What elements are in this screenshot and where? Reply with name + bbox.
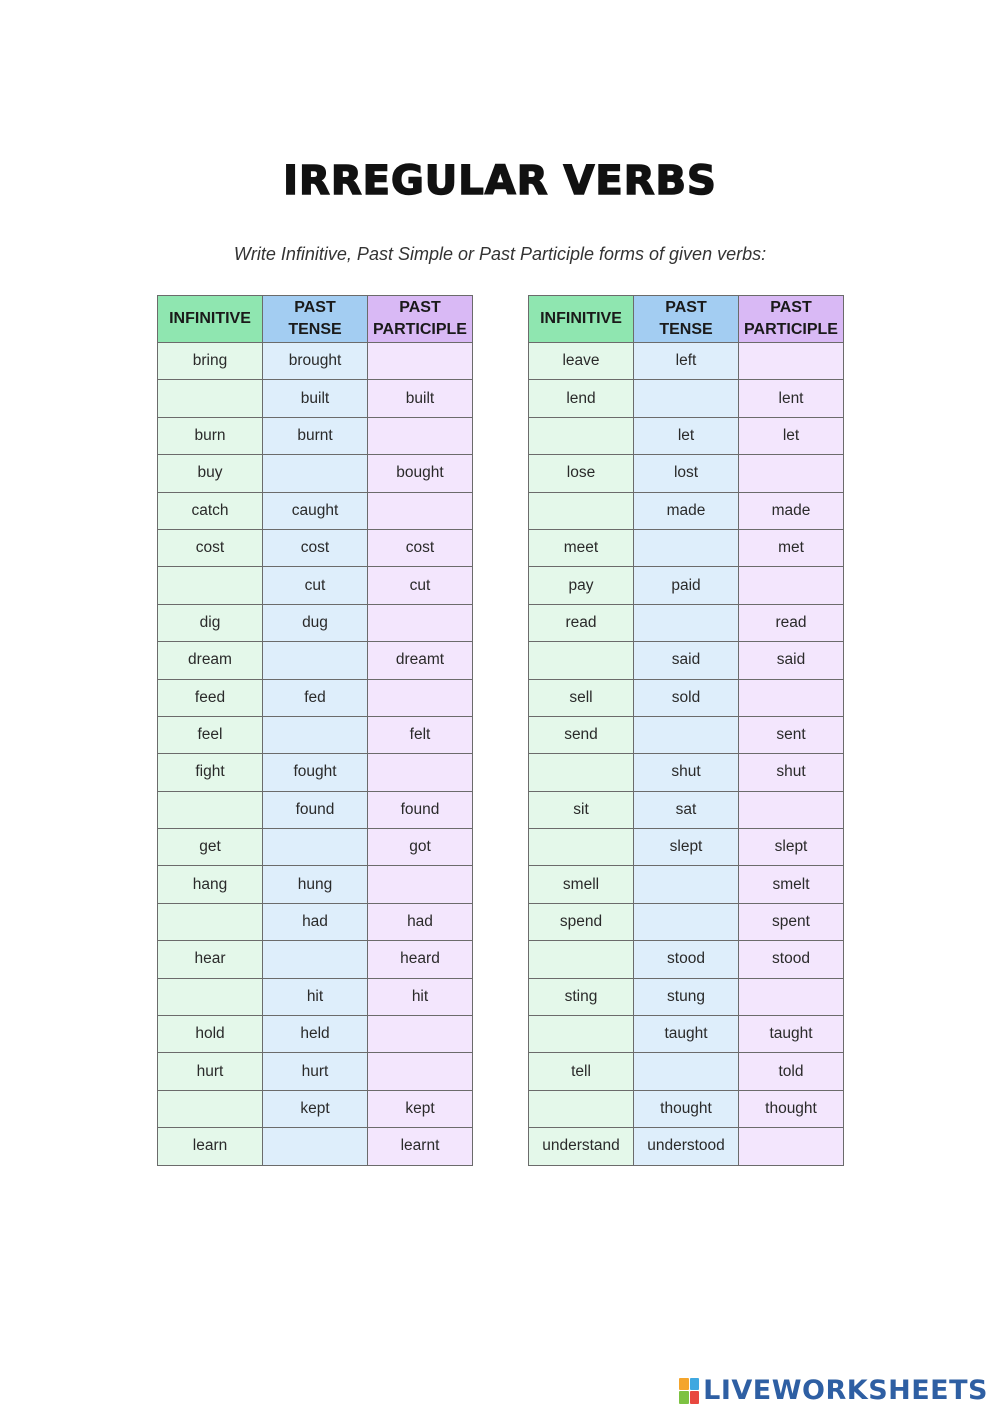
column-header-infinitive: [158, 296, 263, 343]
past-tense-cell[interactable]: [634, 866, 739, 903]
infinitive-cell[interactable]: [158, 1090, 263, 1127]
past-tense-cell[interactable]: fought: [263, 754, 368, 791]
past-participle-cell[interactable]: found: [368, 791, 473, 828]
table-row: [529, 829, 844, 866]
past-participle-cell[interactable]: [739, 791, 844, 828]
infinitive-cell[interactable]: fight: [158, 754, 263, 791]
table-row: [529, 679, 844, 716]
past-tense-cell[interactable]: [263, 941, 368, 978]
infinitive-cell[interactable]: [529, 829, 634, 866]
infinitive-cell[interactable]: understand: [529, 1128, 634, 1165]
table-row: [158, 978, 473, 1015]
header-label-line1: PAST: [770, 299, 812, 316]
past-participle-cell[interactable]: [368, 492, 473, 529]
liveworksheets-logo[interactable]: [679, 1375, 988, 1406]
table-row: [529, 567, 844, 604]
infinitive-cell[interactable]: spend: [529, 903, 634, 940]
table-row: [158, 1053, 473, 1090]
infinitive-cell[interactable]: feel: [158, 716, 263, 753]
infinitive-cell[interactable]: lose: [529, 455, 634, 492]
table-row: [158, 1090, 473, 1127]
column-header-past-participle: [739, 296, 844, 343]
past-participle-cell[interactable]: heard: [368, 941, 473, 978]
past-tense-cell[interactable]: sold: [634, 679, 739, 716]
past-participle-cell[interactable]: thought: [739, 1090, 844, 1127]
infinitive-cell[interactable]: [158, 380, 263, 417]
column-header-infinitive: [529, 296, 634, 343]
past-tense-cell[interactable]: [263, 829, 368, 866]
table-row: [529, 642, 844, 679]
infinitive-cell[interactable]: cost: [158, 529, 263, 566]
past-tense-cell[interactable]: made: [634, 492, 739, 529]
infinitive-cell[interactable]: [529, 754, 634, 791]
column-header-past-participle: [368, 296, 473, 343]
infinitive-cell[interactable]: [529, 941, 634, 978]
past-participle-cell[interactable]: cost: [368, 529, 473, 566]
infinitive-cell[interactable]: feed: [158, 679, 263, 716]
past-tense-cell[interactable]: lost: [634, 455, 739, 492]
past-tense-cell[interactable]: stood: [634, 941, 739, 978]
past-participle-cell[interactable]: [368, 754, 473, 791]
past-participle-cell[interactable]: learnt: [368, 1128, 473, 1165]
past-tense-cell[interactable]: slept: [634, 829, 739, 866]
past-participle-cell[interactable]: [739, 978, 844, 1015]
past-tense-cell[interactable]: [634, 529, 739, 566]
infinitive-cell[interactable]: dig: [158, 604, 263, 641]
table-row: [529, 455, 844, 492]
header-label: INFINITIVE: [169, 310, 251, 327]
infinitive-cell[interactable]: [529, 417, 634, 454]
past-tense-cell[interactable]: had: [263, 903, 368, 940]
infinitive-cell[interactable]: hear: [158, 941, 263, 978]
verbs-table-left-body: [158, 343, 473, 1166]
past-tense-cell[interactable]: paid: [634, 567, 739, 604]
table-row: [529, 529, 844, 566]
infinitive-cell[interactable]: learn: [158, 1128, 263, 1165]
past-participle-cell[interactable]: hit: [368, 978, 473, 1015]
past-tense-cell[interactable]: stung: [634, 978, 739, 1015]
past-participle-cell[interactable]: [368, 417, 473, 454]
infinitive-cell[interactable]: [158, 567, 263, 604]
table-row: [529, 1090, 844, 1127]
past-participle-cell[interactable]: [739, 1128, 844, 1165]
header-label-line2: PARTICIPLE: [744, 321, 838, 338]
past-participle-cell[interactable]: stood: [739, 941, 844, 978]
table-row: [158, 455, 473, 492]
table-row: [529, 1016, 844, 1053]
table-row: [158, 866, 473, 903]
past-tense-cell[interactable]: [634, 1053, 739, 1090]
table-row: [529, 754, 844, 791]
header-label-line1: PAST: [665, 299, 707, 316]
header-label-line2: PARTICIPLE: [373, 321, 467, 338]
table-row: [158, 567, 473, 604]
header-label-line1: PAST: [399, 299, 441, 316]
past-participle-cell[interactable]: [739, 679, 844, 716]
table-row: [158, 343, 473, 380]
infinitive-cell[interactable]: sit: [529, 791, 634, 828]
past-tense-cell[interactable]: [263, 1128, 368, 1165]
past-participle-cell[interactable]: got: [368, 829, 473, 866]
past-participle-cell[interactable]: told: [739, 1053, 844, 1090]
table-row: [529, 380, 844, 417]
table-row: [158, 1128, 473, 1165]
table-row: [529, 716, 844, 753]
infinitive-cell[interactable]: get: [158, 829, 263, 866]
infinitive-cell[interactable]: buy: [158, 455, 263, 492]
infinitive-cell[interactable]: send: [529, 716, 634, 753]
past-tense-cell[interactable]: [634, 604, 739, 641]
past-participle-cell[interactable]: [368, 1053, 473, 1090]
past-tense-cell[interactable]: burnt: [263, 417, 368, 454]
past-tense-cell[interactable]: said: [634, 642, 739, 679]
past-tense-cell[interactable]: [634, 380, 739, 417]
past-tense-cell[interactable]: found: [263, 791, 368, 828]
past-tense-cell[interactable]: hung: [263, 866, 368, 903]
past-participle-cell[interactable]: [739, 455, 844, 492]
past-participle-cell[interactable]: [368, 343, 473, 380]
table-row: [158, 492, 473, 529]
table-row: [158, 903, 473, 940]
past-tense-cell[interactable]: [263, 455, 368, 492]
past-tense-cell[interactable]: understood: [634, 1128, 739, 1165]
past-participle-cell[interactable]: felt: [368, 716, 473, 753]
past-tense-cell[interactable]: thought: [634, 1090, 739, 1127]
past-tense-cell[interactable]: left: [634, 343, 739, 380]
past-participle-cell[interactable]: let: [739, 417, 844, 454]
past-participle-cell[interactable]: spent: [739, 903, 844, 940]
past-participle-cell[interactable]: [739, 343, 844, 380]
table-row: [529, 604, 844, 641]
infinitive-cell[interactable]: sell: [529, 679, 634, 716]
header-row: [529, 296, 844, 343]
past-participle-cell[interactable]: slept: [739, 829, 844, 866]
past-tense-cell[interactable]: [634, 716, 739, 753]
verbs-table-right-body: [529, 343, 844, 1166]
header-label: INFINITIVE: [540, 310, 622, 327]
past-participle-cell[interactable]: shut: [739, 754, 844, 791]
table-row: [158, 642, 473, 679]
past-participle-cell[interactable]: [368, 866, 473, 903]
past-participle-cell[interactable]: taught: [739, 1016, 844, 1053]
table-row: [158, 604, 473, 641]
past-tense-cell[interactable]: [263, 642, 368, 679]
past-participle-cell[interactable]: had: [368, 903, 473, 940]
table-row: [158, 417, 473, 454]
past-tense-cell[interactable]: dug: [263, 604, 368, 641]
table-row: [158, 716, 473, 753]
past-tense-cell[interactable]: let: [634, 417, 739, 454]
past-tense-cell[interactable]: held: [263, 1016, 368, 1053]
infinitive-cell[interactable]: pay: [529, 567, 634, 604]
past-participle-cell[interactable]: read: [739, 604, 844, 641]
table-row: [158, 941, 473, 978]
past-tense-cell[interactable]: cost: [263, 529, 368, 566]
past-tense-cell[interactable]: hit: [263, 978, 368, 1015]
column-header-past-tense: [634, 296, 739, 343]
infinitive-cell[interactable]: read: [529, 604, 634, 641]
infinitive-cell[interactable]: [158, 978, 263, 1015]
past-participle-cell[interactable]: kept: [368, 1090, 473, 1127]
table-row: [158, 791, 473, 828]
past-participle-cell[interactable]: [368, 679, 473, 716]
past-tense-cell[interactable]: taught: [634, 1016, 739, 1053]
table-row: [158, 380, 473, 417]
header-label-line1: PAST: [294, 299, 336, 316]
infinitive-cell[interactable]: [529, 492, 634, 529]
past-participle-cell[interactable]: met: [739, 529, 844, 566]
column-header-past-tense: [263, 296, 368, 343]
logo-text: LIVEWORKSHEETS: [703, 1375, 988, 1406]
past-participle-cell[interactable]: cut: [368, 567, 473, 604]
infinitive-cell[interactable]: [158, 791, 263, 828]
table-row: [529, 1128, 844, 1165]
table-row: [529, 941, 844, 978]
infinitive-cell[interactable]: tell: [529, 1053, 634, 1090]
infinitive-cell[interactable]: hurt: [158, 1053, 263, 1090]
verbs-table-left: [157, 295, 473, 1166]
past-participle-cell[interactable]: [739, 567, 844, 604]
infinitive-cell[interactable]: smell: [529, 866, 634, 903]
table-row: [529, 417, 844, 454]
infinitive-cell[interactable]: catch: [158, 492, 263, 529]
past-participle-cell[interactable]: made: [739, 492, 844, 529]
past-participle-cell[interactable]: [368, 1016, 473, 1053]
past-participle-cell[interactable]: bought: [368, 455, 473, 492]
past-participle-cell[interactable]: built: [368, 380, 473, 417]
table-row: [158, 754, 473, 791]
past-tense-cell[interactable]: built: [263, 380, 368, 417]
past-tense-cell[interactable]: caught: [263, 492, 368, 529]
past-tense-cell[interactable]: cut: [263, 567, 368, 604]
past-participle-cell[interactable]: [368, 604, 473, 641]
table-row: [158, 1016, 473, 1053]
table-row: [529, 903, 844, 940]
past-tense-cell[interactable]: kept: [263, 1090, 368, 1127]
table-row: [158, 829, 473, 866]
table-row: [529, 791, 844, 828]
past-participle-cell[interactable]: smelt: [739, 866, 844, 903]
infinitive-cell[interactable]: lend: [529, 380, 634, 417]
past-participle-cell[interactable]: said: [739, 642, 844, 679]
infinitive-cell[interactable]: meet: [529, 529, 634, 566]
table-row: [529, 1053, 844, 1090]
past-participle-cell[interactable]: sent: [739, 716, 844, 753]
table-row: [529, 343, 844, 380]
infinitive-cell[interactable]: burn: [158, 417, 263, 454]
infinitive-cell[interactable]: leave: [529, 343, 634, 380]
liveworksheets-logo-icon: [679, 1378, 699, 1404]
table-row: [529, 492, 844, 529]
infinitive-cell[interactable]: dream: [158, 642, 263, 679]
past-tense-cell[interactable]: [263, 716, 368, 753]
infinitive-cell[interactable]: bring: [158, 343, 263, 380]
infinitive-cell[interactable]: [529, 642, 634, 679]
infinitive-cell[interactable]: [158, 903, 263, 940]
header-row: [158, 296, 473, 343]
header-label-line2: TENSE: [288, 321, 342, 338]
table-row: [529, 866, 844, 903]
past-tense-cell[interactable]: fed: [263, 679, 368, 716]
infinitive-cell[interactable]: sting: [529, 978, 634, 1015]
infinitive-cell[interactable]: hold: [158, 1016, 263, 1053]
header-label-line2: TENSE: [659, 321, 713, 338]
past-tense-cell[interactable]: hurt: [263, 1053, 368, 1090]
infinitive-cell[interactable]: [529, 1016, 634, 1053]
verbs-table-right: [528, 295, 844, 1166]
past-participle-cell[interactable]: lent: [739, 380, 844, 417]
infinitive-cell[interactable]: hang: [158, 866, 263, 903]
past-tense-cell[interactable]: shut: [634, 754, 739, 791]
table-row: [158, 529, 473, 566]
past-tense-cell[interactable]: [634, 903, 739, 940]
past-tense-cell[interactable]: brought: [263, 343, 368, 380]
table-row: [529, 978, 844, 1015]
instruction-text: Write Infinitive, Past Simple or Past Participle forms of given verbs:: [233, 244, 767, 264]
page-title: IRREGULAR VERBS: [283, 158, 717, 204]
past-tense-cell[interactable]: sat: [634, 791, 739, 828]
past-participle-cell[interactable]: dreamt: [368, 642, 473, 679]
table-row: [158, 679, 473, 716]
infinitive-cell[interactable]: [529, 1090, 634, 1127]
